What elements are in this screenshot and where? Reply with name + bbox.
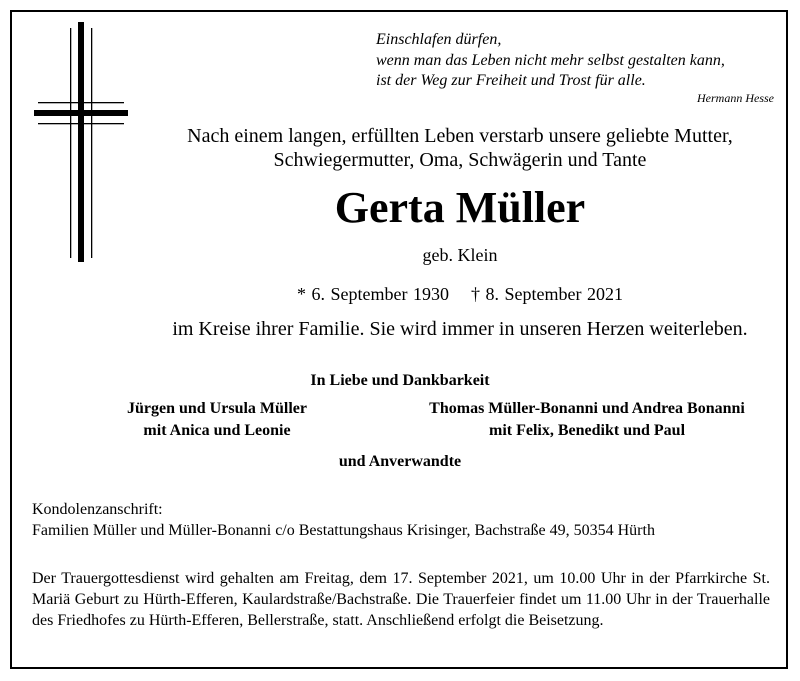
quote-line: Einschlafen dürfen, <box>376 31 502 48</box>
intro-line: Nach einem langen, erfüllten Leben verstarb unsere geliebte Mutter, <box>187 125 733 147</box>
relatives-line: und Anverwandte <box>338 453 462 470</box>
life-dates <box>130 284 790 305</box>
mourners-left <box>104 398 330 442</box>
mourner-line: mit Felix, Benedikt und Paul <box>488 422 686 439</box>
mourner-line: Thomas Müller-Bonanni und Andrea Bonanni <box>429 400 745 417</box>
cross-icon <box>34 22 134 262</box>
mourners-heading: In Liebe und Dankbarkeit <box>310 372 490 389</box>
quote-author: Hermann Hesse <box>697 91 774 105</box>
condolence-address: Familien Müller und Müller-Bonanni c/o Bestattungshaus Krisinger, Bachstraße 49, 50354 Hürth <box>32 522 655 539</box>
maiden-name: geb. Klein <box>422 245 498 265</box>
hesse-quote <box>376 30 776 92</box>
intro-text <box>130 124 790 172</box>
birth-date: * 6. September 1930 <box>297 284 449 304</box>
service-text: Der Trauergottesdienst wird gehalten am Freitag, dem 17. September 2021, um 10.00 Uhr in der Pfarrkirche St. Mariä Geburt zu Hürth-Efferen, Kaulardstraße/Bachstraße. Die Trauerfeier findet um 11.00 Uhr in der Trauerhalle des Friedhofes zu Hürth-Efferen, Bellerstraße, statt. Anschließend erfolgt die Beisetzung. <box>32 570 770 629</box>
mourners-right <box>396 398 778 442</box>
quote-line: ist der Weg zur Freiheit und Trost für alle. <box>376 72 646 89</box>
condolence-block <box>32 499 772 541</box>
deceased-name: Gerta Müller <box>334 183 586 232</box>
family-line: im Kreise ihrer Familie. Sie wird immer in unseren Herzen weiterleben. <box>172 318 748 340</box>
mourner-line: mit Anica und Leonie <box>143 422 291 439</box>
condolence-label: Kondolenzanschrift: <box>32 501 163 518</box>
death-date: † 8. September 2021 <box>471 284 623 304</box>
quote-line: wenn man das Leben nicht mehr selbst gestalten kann, <box>376 51 725 69</box>
mourner-line: Jürgen und Ursula Müller <box>126 400 307 417</box>
intro-line: Schwiegermutter, Oma, Schwägerin und Tante <box>273 149 647 171</box>
